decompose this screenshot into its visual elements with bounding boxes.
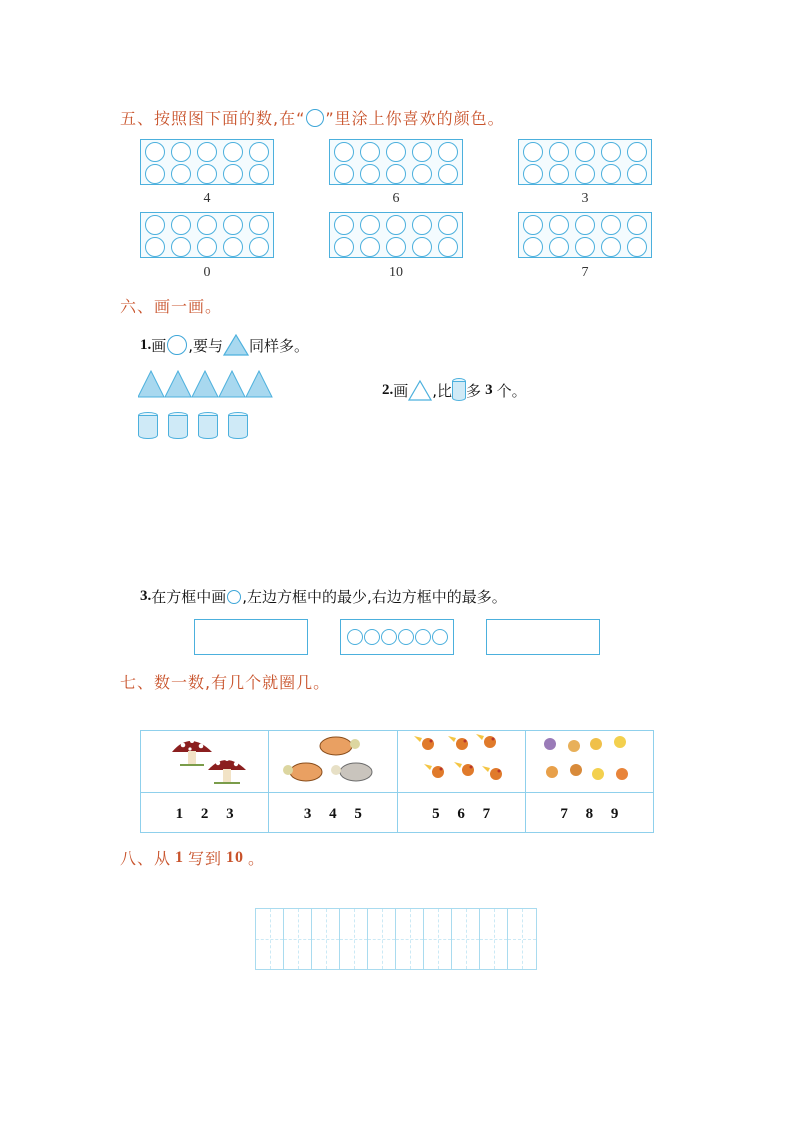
writing-cell[interactable]: [340, 909, 368, 969]
answer-box-right[interactable]: [486, 619, 600, 655]
writing-cell[interactable]: [424, 909, 452, 969]
frame-circle[interactable]: [549, 142, 569, 162]
frame-circle[interactable]: [197, 215, 217, 235]
turtle-picture: [269, 731, 397, 793]
cylinder-icon: [228, 412, 248, 442]
frame-circle[interactable]: [171, 215, 191, 235]
section-5-title: 五、按照图下面的数,在“ ”里涂上你喜欢的颜色。: [120, 109, 505, 128]
writing-cell[interactable]: [452, 909, 480, 969]
bird-picture: [397, 731, 525, 793]
circle-icon: [381, 629, 397, 645]
count-choices[interactable]: 3 4 5: [269, 793, 397, 833]
mushroom-icon: [150, 732, 260, 788]
ten-frame[interactable]: [140, 139, 274, 185]
writing-cell[interactable]: [312, 909, 340, 969]
frame-circle[interactable]: [334, 164, 354, 184]
triangle-icon: [223, 334, 249, 356]
frame-circle[interactable]: [223, 164, 243, 184]
answer-box-middle[interactable]: [340, 619, 454, 655]
circle-icon: [347, 629, 363, 645]
frame-circle[interactable]: [601, 142, 621, 162]
frame-circle[interactable]: [171, 164, 191, 184]
question-6-1: 1. 画 ,要与 同样多。: [140, 334, 309, 356]
frame-circle[interactable]: [438, 164, 458, 184]
writing-cell[interactable]: [368, 909, 396, 969]
frame-circle[interactable]: [145, 237, 165, 257]
answer-box-left[interactable]: [194, 619, 308, 655]
frame-circle[interactable]: [438, 142, 458, 162]
ten-frame-label: 4: [203, 191, 211, 206]
question-6-3: 3. 在方框中画 ,左边方框中的最少,右边方框中的最多。: [140, 588, 507, 606]
triangles-row: [138, 370, 276, 398]
chick-picture: [525, 731, 653, 793]
chick-icon: [534, 732, 644, 788]
frame-circle[interactable]: [360, 164, 380, 184]
cylinder-icon: [168, 412, 188, 442]
circle-icon: [432, 629, 448, 645]
frame-circle[interactable]: [334, 142, 354, 162]
circle-icon: [415, 629, 431, 645]
ten-frame-label: 0: [203, 265, 211, 280]
frame-circle[interactable]: [171, 142, 191, 162]
count-choices[interactable]: 5 6 7: [397, 793, 525, 833]
circle-icon: [227, 590, 241, 604]
frame-circle[interactable]: [249, 237, 269, 257]
count-choices[interactable]: 7 8 9: [525, 793, 653, 833]
frame-circle[interactable]: [601, 164, 621, 184]
triangle-icon: [246, 371, 272, 397]
cylinder-icon: [138, 412, 158, 442]
section-6-title: 六、画一画。: [120, 297, 223, 316]
frame-circle[interactable]: [627, 164, 647, 184]
frame-circle[interactable]: [575, 237, 595, 257]
writing-cell[interactable]: [284, 909, 312, 969]
frame-circle[interactable]: [171, 237, 191, 257]
cylinder-icon: [452, 378, 466, 402]
mushroom-picture: [141, 731, 269, 793]
frame-circle[interactable]: [360, 215, 380, 235]
frame-circle[interactable]: [223, 142, 243, 162]
cylinders-row: [138, 412, 248, 442]
frame-circle[interactable]: [575, 142, 595, 162]
frame-circle[interactable]: [575, 164, 595, 184]
frame-circle[interactable]: [360, 237, 380, 257]
frame-circle[interactable]: [438, 237, 458, 257]
writing-cell[interactable]: [480, 909, 508, 969]
frame-circle[interactable]: [360, 142, 380, 162]
cylinder-icon: [198, 412, 218, 442]
section-8-title: 八、从 1 写到 10 。: [120, 848, 266, 868]
ten-frame[interactable]: [518, 212, 652, 258]
frame-circle[interactable]: [575, 215, 595, 235]
frame-circle[interactable]: [386, 142, 406, 162]
ten-frame-label: 3: [581, 191, 589, 206]
turtle-icon: [278, 732, 388, 788]
frame-circle[interactable]: [627, 237, 647, 257]
frame-circle[interactable]: [386, 164, 406, 184]
frame-circle[interactable]: [601, 237, 621, 257]
frame-circle[interactable]: [334, 215, 354, 235]
ten-frame[interactable]: [329, 139, 463, 185]
counting-table: [140, 730, 654, 833]
frame-circle[interactable]: [412, 237, 432, 257]
writing-grid[interactable]: [255, 908, 537, 970]
frame-circle[interactable]: [386, 237, 406, 257]
writing-cell[interactable]: [256, 909, 284, 969]
frame-circle[interactable]: [412, 142, 432, 162]
ten-frame-label: 7: [581, 265, 589, 280]
frame-circle[interactable]: [627, 142, 647, 162]
frame-circle[interactable]: [627, 215, 647, 235]
ten-frame-label: 6: [392, 191, 400, 206]
frame-circle[interactable]: [197, 164, 217, 184]
writing-cell[interactable]: [396, 909, 424, 969]
frame-circle[interactable]: [145, 142, 165, 162]
circle-icon: [167, 335, 187, 355]
section-7-title: 七、数一数,有几个就圈几。: [120, 673, 331, 692]
ten-frame[interactable]: [518, 139, 652, 185]
triangle-icon: [138, 371, 164, 397]
ten-frame-label: 10: [389, 265, 403, 280]
frame-circle[interactable]: [386, 215, 406, 235]
frame-circle[interactable]: [523, 142, 543, 162]
frame-circle[interactable]: [549, 215, 569, 235]
writing-cell[interactable]: [508, 909, 536, 969]
ten-frame[interactable]: [329, 212, 463, 258]
count-choices[interactable]: 1 2 3: [141, 793, 269, 833]
question-6-2: 2. 画 ,比 多 3 个。: [382, 378, 527, 402]
frame-circle[interactable]: [412, 164, 432, 184]
frame-circle[interactable]: [223, 237, 243, 257]
triangle-icon: [219, 371, 245, 397]
frame-circle[interactable]: [549, 237, 569, 257]
frame-circle[interactable]: [523, 215, 543, 235]
circle-icon: [364, 629, 380, 645]
frame-circle[interactable]: [145, 215, 165, 235]
circle-icon: [398, 629, 414, 645]
frame-circle[interactable]: [523, 164, 543, 184]
frame-circle[interactable]: [197, 237, 217, 257]
frame-circle[interactable]: [601, 215, 621, 235]
frame-circle[interactable]: [412, 215, 432, 235]
circle-icon: [306, 109, 324, 127]
frame-circle[interactable]: [523, 237, 543, 257]
frame-circle[interactable]: [438, 215, 458, 235]
frame-circle[interactable]: [223, 215, 243, 235]
triangle-icon: [192, 371, 218, 397]
frame-circle[interactable]: [334, 237, 354, 257]
bird-icon: [406, 732, 516, 788]
triangle-icon: [165, 371, 191, 397]
frame-circle[interactable]: [249, 142, 269, 162]
frame-circle[interactable]: [145, 164, 165, 184]
ten-frame[interactable]: [140, 212, 274, 258]
frame-circle[interactable]: [549, 164, 569, 184]
frame-circle[interactable]: [197, 142, 217, 162]
frame-circle[interactable]: [249, 215, 269, 235]
frame-circle[interactable]: [249, 164, 269, 184]
triangle-outline-icon: [408, 379, 432, 401]
